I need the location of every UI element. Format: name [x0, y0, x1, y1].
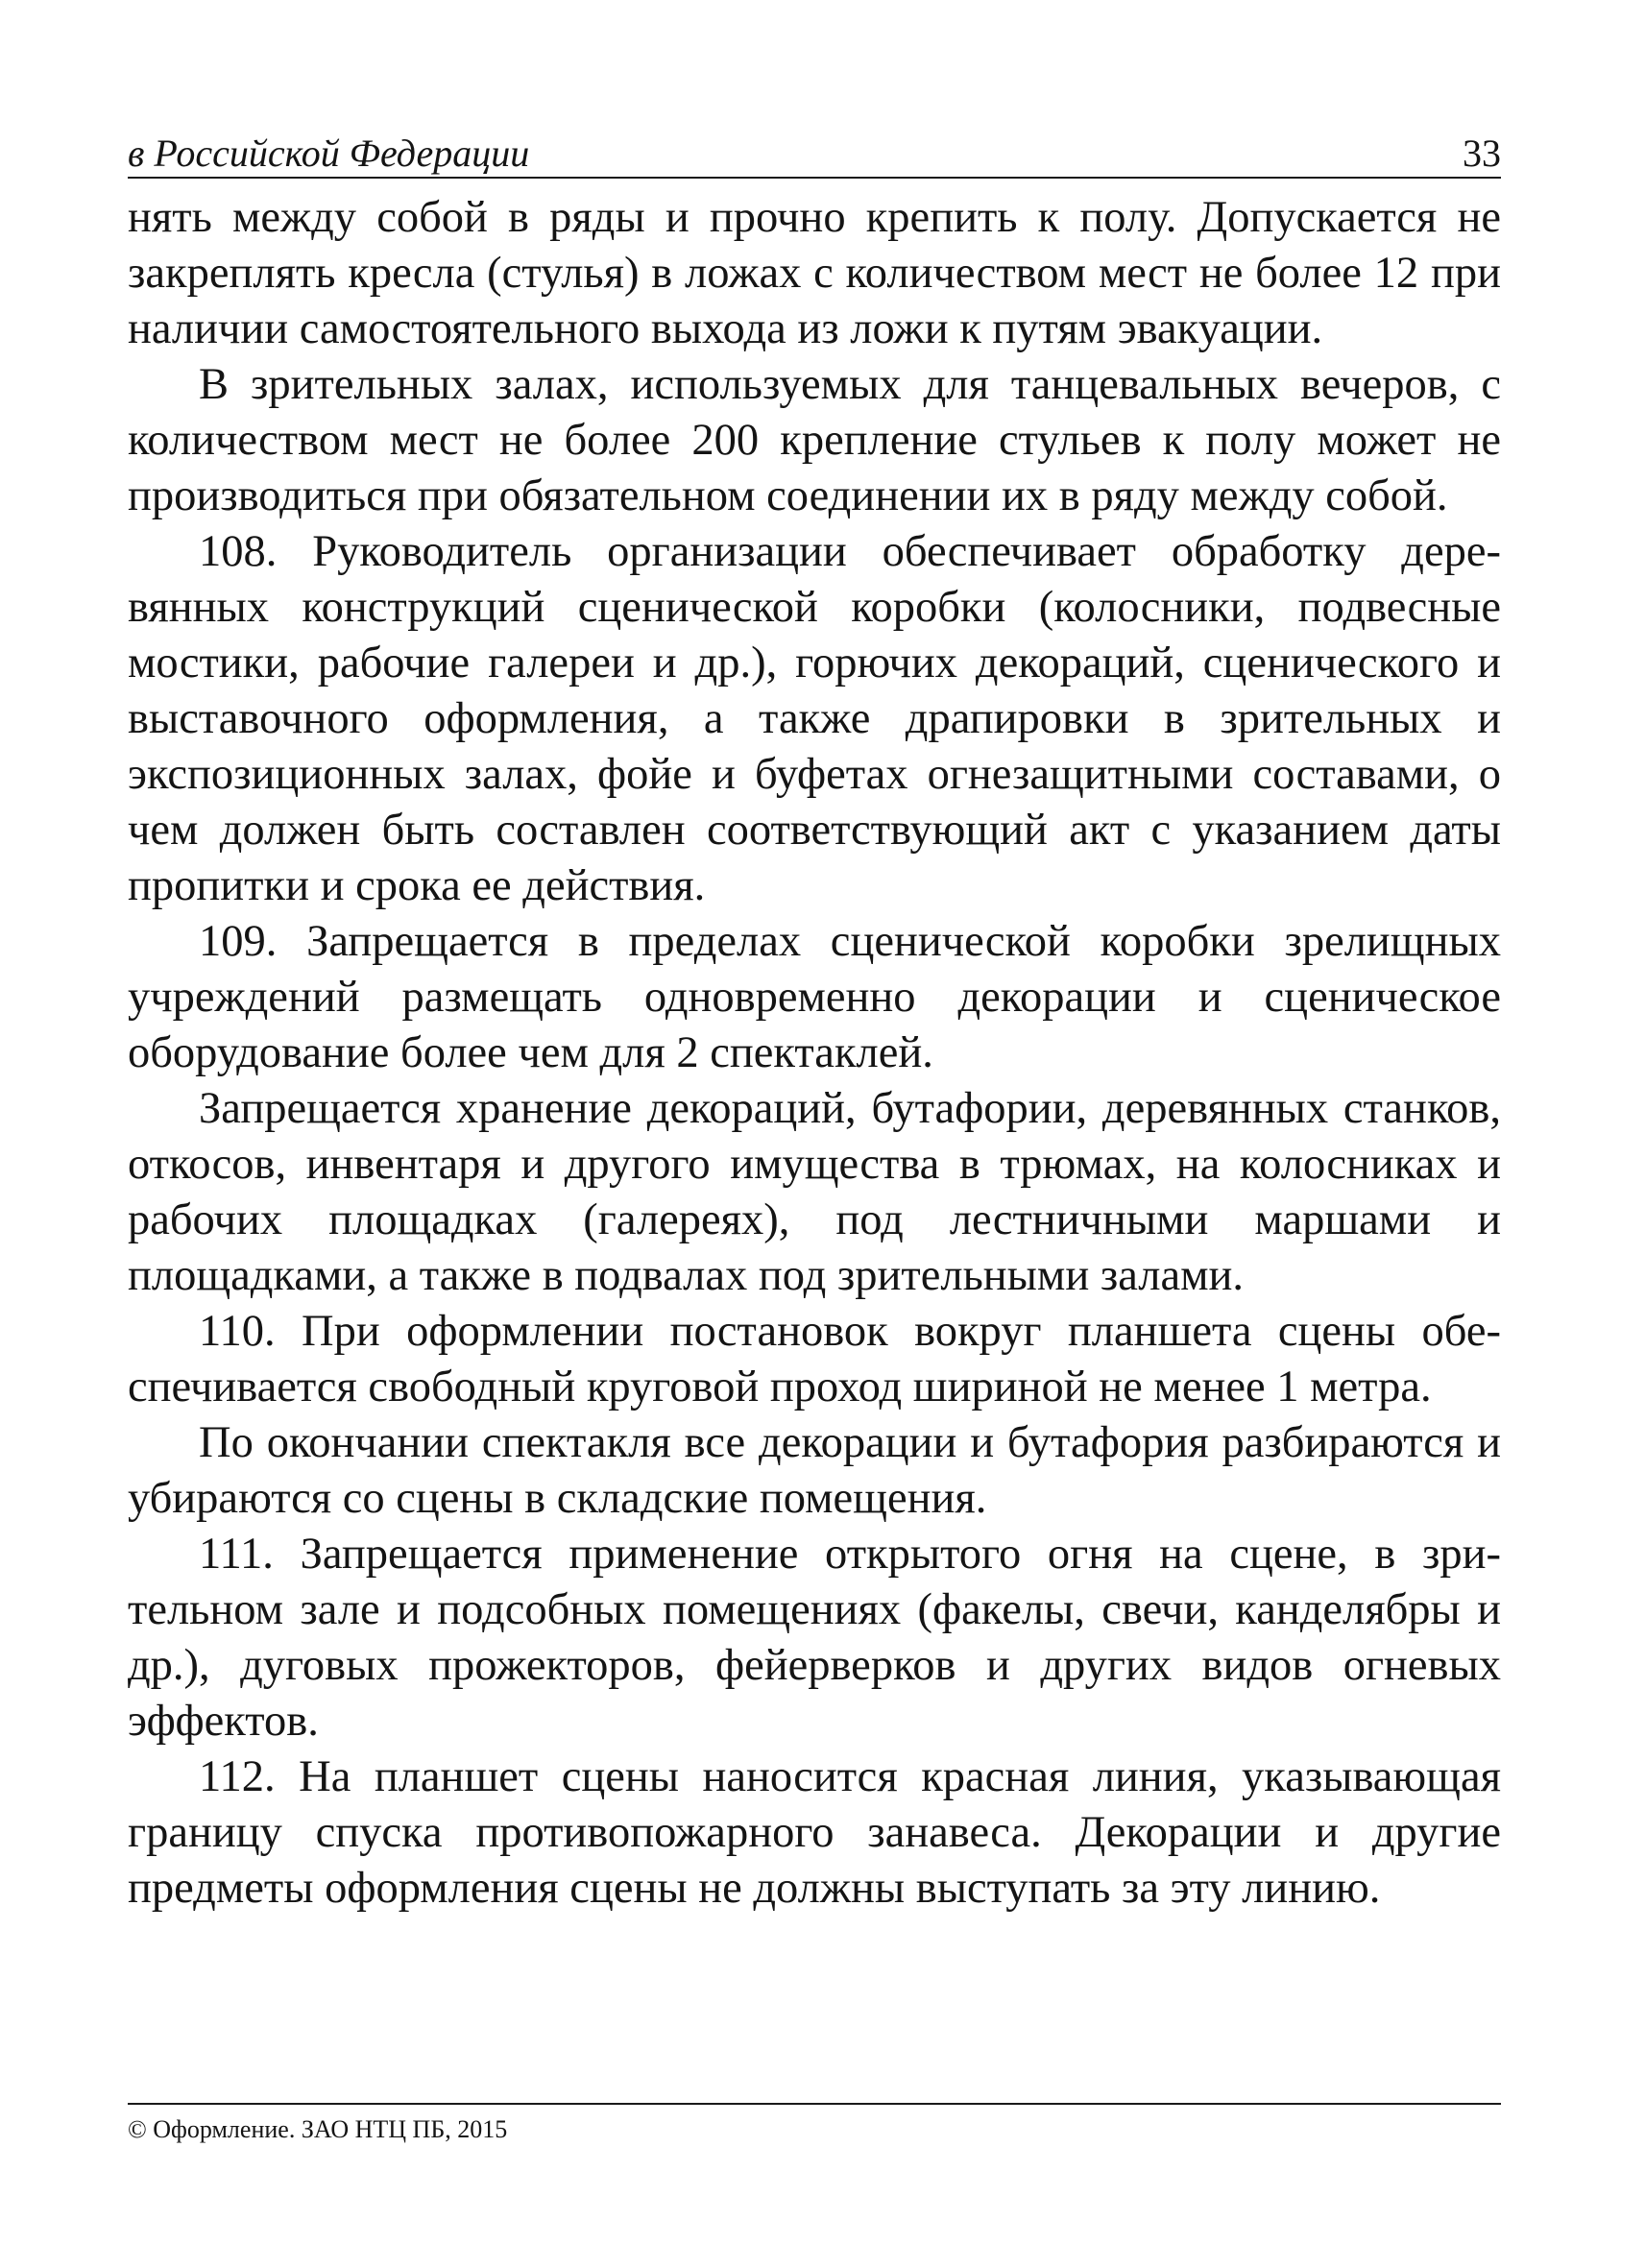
- paragraph-item-108: 108. Руководитель организации обеспечивает обработку деревянных конструкций сценической коробки (колосники, подвесные мостики, рабочие галереи и др.), горючих декораций, сценического и выставочного оформления, а также драпировки в зрительных и экспозиционных залах, фойе и буфетах огнезащитными составами, о чем должен быть составлен соответствующий акт с указанием даты пропитки и срока ее действия.: [128, 527, 1501, 910]
- running-header: [128, 113, 1501, 179]
- paragraph: Запрещается хранение декораций, бутафории, деревянных станков, откосов, инвентаря и другого имущества в трюмах, на колосниках и рабочих площадках (галереях), под лестничными маршами и площадками, а также в подвалах под зрительными залами.: [128, 1084, 1501, 1300]
- paragraph: В зрительных залах, используемых для танцевальных вечеров, с количеством мест не более 200 крепление стульев к полу может не производиться при обязательном соединении их в ряду между собой.: [128, 360, 1501, 520]
- running-title: в Российской Федерации: [128, 132, 530, 175]
- paragraph: По окончании спектакля все декорации и бутафория разбираются и убираются со сцены в складские помещения.: [128, 1418, 1501, 1523]
- body-text: [128, 190, 1501, 1917]
- page-number: 33: [1463, 132, 1501, 175]
- footer: [128, 2103, 1501, 2144]
- paragraph-item-109: 109. Запрещается в пределах сценической коробки зрелищных учреждений размещать одновременно декорации и сценическое оборудование более чем для 2 спектаклей.: [128, 917, 1501, 1077]
- paragraph: нять между собой в ряды и прочно крепить к полу. Допускается не закреплять кресла (стулья) в ложах с количеством мест не более 12 при наличии самостоятельного выхода из ложи к путям эвакуации.: [128, 193, 1501, 353]
- page: [128, 113, 1501, 1917]
- copyright-notice: © Оформление. ЗАО НТЦ ПБ, 2015: [128, 2115, 508, 2143]
- paragraph-item-111: 111. Запрещается применение открытого огня на сцене, в зрительном зале и подсобных помещениях (факелы, свечи, канделябры и др.), дуговых прожекторов, фейерверков и других видов огневых эффектов.: [128, 1530, 1501, 1746]
- paragraph-item-110: 110. При оформлении постановок вокруг планшета сцены обеспечивается свободный круговой проход шириной не менее 1 метра.: [128, 1307, 1501, 1411]
- paragraph-item-112: 112. На планшет сцены наносится красная линия, указывающая границу спуска противопожарного занавеса. Декорации и другие предметы оформления сцены не должны выступать за эту линию.: [128, 1752, 1501, 1913]
